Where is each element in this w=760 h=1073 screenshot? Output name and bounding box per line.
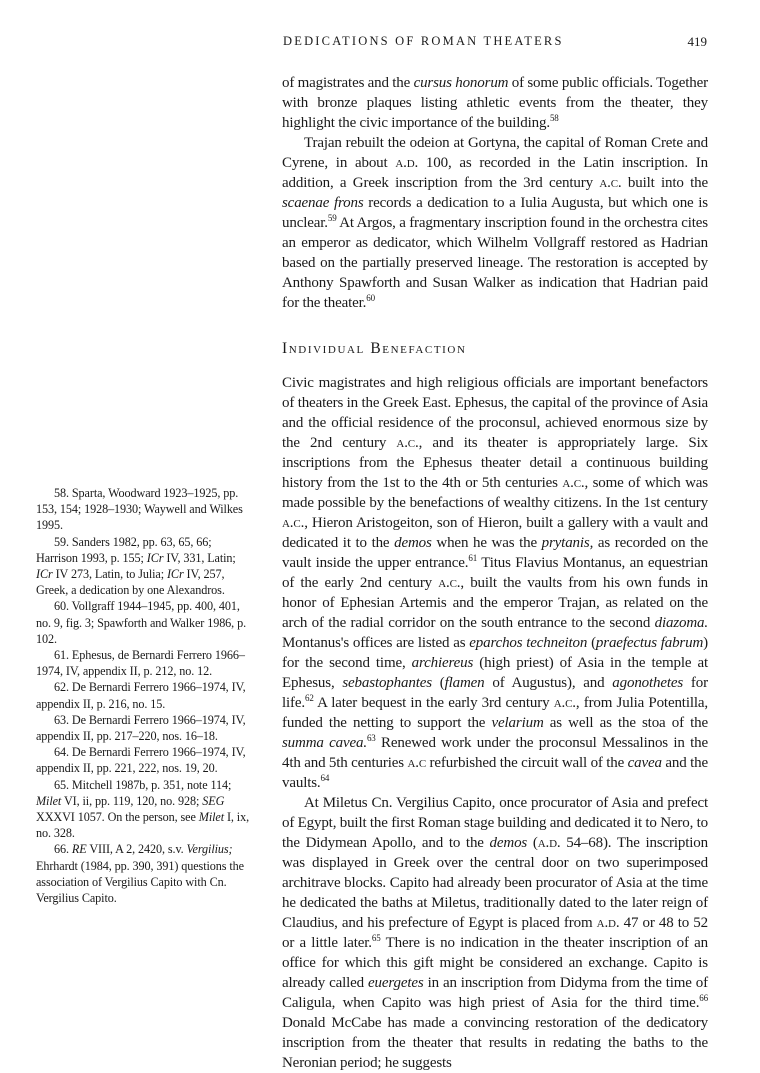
text-run: There is no indication in the theater inscription of an office for which this gift might be considered an exchange. Capito is already called	[282, 935, 708, 991]
text-run: cavea	[627, 755, 662, 771]
text-run: agonothetes	[612, 675, 684, 691]
text-run: in an inscription from Didyma from the time of Caligula, when Capito was high priest of Asia for the third time.	[282, 975, 708, 1011]
text-run: eparchos techneiton	[469, 635, 588, 651]
footnote-reference: 62	[305, 693, 314, 703]
text-run: SEG	[202, 793, 225, 808]
text-run: VIII, A 2, 2420, s.v.	[86, 842, 187, 857]
text-run: 54–68). The inscription was displayed in Greek over the central door on two superimposed architrave blocks. Capito had already been procurator of Asia at the time he dedicated the baths at Miletus, traditionally dated to the later reign of Claudius, and his prefecture of Egypt is placed from	[282, 835, 708, 931]
text-run: , Hieron Aristogeiton, son of Hieron, built a gallery with a vault and dedicated it to the	[282, 515, 708, 551]
text-run: Milet	[198, 810, 224, 825]
text-run: 100, as recorded in the Latin inscription. In addition, a Greek inscription from the 3rd century	[282, 155, 708, 191]
text-run: sebastophantes	[342, 675, 432, 691]
text-run: a.c.	[282, 515, 305, 531]
text-run: (	[527, 835, 538, 851]
body-paragraph	[282, 793, 708, 1073]
footnote-reference: 65	[371, 933, 381, 943]
body-paragraph	[282, 73, 708, 133]
main-text-column	[282, 73, 708, 1073]
footnote	[36, 744, 254, 776]
text-run: a.c.	[396, 435, 419, 451]
body-paragraph	[282, 133, 708, 313]
text-run: for life.	[282, 675, 708, 711]
text-run: 62. De Bernardi Ferrero 1966–1974, IV, appendix II, p. 216, no. 15.	[36, 680, 246, 711]
text-run: Donald McCabe has made a convincing restoration of the dedicatory inscription from the theater that results in redating the baths to the Neronian period; he suggests	[282, 1015, 708, 1071]
text-run: 59. Sanders 1982, pp. 63, 65, 66; Harrison 1993, p. 155;	[36, 534, 212, 565]
text-run: a.c.	[599, 175, 622, 191]
text-run: I, ix, no. 328.	[36, 810, 250, 841]
footnote	[36, 598, 254, 647]
text-run: IV, 257, Greek, a dedication by one Alexandros.	[36, 567, 225, 598]
footnote-list	[36, 485, 254, 906]
text-run: Renewed work under the proconsul Messalinos in the 4th and 5th centuries	[282, 735, 708, 771]
text-run: 61. Ephesus, de Bernardi Ferrero 1966–1974, IV, appendix II, p. 212, no. 12.	[36, 648, 245, 679]
footnote	[36, 841, 254, 906]
text-run: Titus Flavius Montanus, an equestrian of the early 2nd century	[282, 555, 709, 591]
text-run: ICr	[146, 550, 164, 565]
text-run: , from Julia Potentilla, funded the netting to support the	[282, 695, 708, 731]
page-number: 419	[687, 34, 707, 49]
text-run: Vergilius;	[186, 842, 233, 857]
section-paragraphs	[282, 373, 708, 1073]
footnotes-column	[36, 485, 254, 906]
text-run: (	[431, 675, 445, 691]
text-run: IV 273, Latin, to Julia;	[52, 567, 167, 582]
running-title: DEDICATIONS OF ROMAN THEATERS	[283, 34, 564, 48]
text-run: 66.	[54, 842, 72, 857]
text-run: and the vaults.	[282, 755, 708, 791]
text-run: euergetes	[368, 975, 424, 991]
footnote	[36, 485, 254, 534]
text-run: A later bequest in the early 3rd century	[313, 695, 554, 711]
text-run: At Miletus Cn. Vergilius Capito, once procurator of Asia and prefect of Egypt, built the first Roman stage building and dedicated it to Nero, to the Didymean Apollo, and to the	[282, 795, 708, 851]
text-run: flamen	[444, 675, 485, 691]
footnote-reference: 66	[699, 993, 708, 1003]
text-run: records a dedication to a Iulia Augusta, but which one is unclear.	[282, 195, 708, 231]
text-run: 47 or 48 to 52 or a little later.	[282, 915, 708, 951]
text-run: of some public officials. Together with bronze plaques listing athletic events from the theater, they highlight the civic importance of the building.	[282, 75, 708, 131]
footnote-reference: 63	[366, 733, 376, 743]
intro-paragraphs	[282, 73, 708, 313]
text-run: scaenae frons	[282, 195, 364, 211]
text-run: a.d.	[596, 915, 620, 931]
text-run: a.c.	[438, 575, 461, 591]
text-run: built into the	[621, 175, 708, 191]
text-run: a.c.	[562, 475, 585, 491]
footnote	[36, 777, 254, 842]
footnote	[36, 679, 254, 711]
text-run: when he was the	[431, 535, 542, 551]
text-run: , built the vaults from his own funds in honor of Ephesian Artemis and the emperor Trajan, as related on the arch of the radial corridor on the south entrance to the second	[282, 575, 708, 631]
text-run: (high priest) of Asia in the temple at Ephesus,	[282, 655, 708, 691]
text-run: ICr	[166, 567, 184, 582]
text-run: cursus honorum	[413, 75, 509, 91]
footnote	[36, 534, 254, 599]
text-run: Civic magistrates and high religious officials are important benefactors of theaters in the Greek East. Ephesus, the capital of the province of Asia and the official residence of the proconsul, achieved enormous size by the 2nd century	[282, 375, 708, 451]
text-run: , and its theater is appropriately large. Six inscriptions from the Ephesus theater detail a continuous building history from the 1st to the 4th or 5th centuries	[282, 435, 708, 491]
text-run: refurbished the circuit wall of the	[426, 755, 628, 771]
footnote-reference: 60	[366, 293, 375, 303]
text-run: diazoma.	[654, 615, 708, 631]
text-run: velarium	[491, 715, 544, 731]
body-paragraph	[282, 373, 708, 793]
section-heading: Individual Benefaction	[282, 340, 467, 357]
text-run: a.d.	[537, 835, 561, 851]
text-run: IV, 331, Latin;	[163, 550, 236, 565]
text-run: At Argos, a fragmentary inscription found in the orchestra cites an emperor as dedicator, which Wilhelm Vollgraff restored as Hadrian based on the partially preserved lineage. The restoration is accepted by Anthony Spawforth and Susan Walker as indication that Hadrian paid for the theater.	[282, 215, 708, 311]
text-run: of magistrates and the	[282, 75, 414, 91]
text-run: archiereus	[411, 655, 474, 671]
text-run: Ehrhardt (1984, pp. 390, 391) questions the association of Vergilius Capito with Cn. Vergilius Capito.	[36, 858, 244, 906]
text-run: ICr	[36, 567, 53, 582]
text-run: XXXVI 1057. On the person, see	[36, 810, 199, 825]
text-run: a.c	[407, 755, 427, 771]
text-run: a.c.	[553, 695, 576, 711]
footnote	[36, 647, 254, 679]
text-run: summa cavea.	[282, 735, 367, 751]
text-run: as recorded on the vault inside the upper entrance.	[282, 535, 708, 571]
text-run: VI, ii, pp. 119, 120, no. 928;	[61, 793, 203, 808]
footnote-reference: 59	[327, 213, 337, 223]
text-run: (	[587, 635, 596, 651]
text-run: 65. Mitchell 1987b, p. 351, note 114;	[54, 777, 232, 792]
footnote-reference: 58	[549, 113, 559, 123]
text-run: ) for the second time,	[282, 635, 709, 671]
text-run: , some of which was made possible by the benefactions of wealthy citizens. In the 1st century	[282, 475, 708, 511]
text-run: as well as the stoa of the	[543, 715, 708, 731]
text-run: Trajan rebuilt the odeion at Gortyna, the capital of Roman Crete and Cyrene, in about	[282, 135, 708, 171]
text-run: demos	[489, 835, 528, 851]
text-run: Milet	[36, 793, 62, 808]
text-run: 58. Sparta, Woodward 1923–1925, pp. 153, 154; 1928–1930; Waywell and Wilkes 1995.	[36, 486, 243, 533]
footnote-reference: 64	[320, 773, 330, 783]
footnote	[36, 712, 254, 744]
text-run: 60. Vollgraff 1944–1945, pp. 400, 401, no. 9, fig. 3; Spawforth and Walker 1986, p. 102.	[36, 599, 247, 646]
text-run: demos	[394, 535, 432, 551]
running-header	[283, 34, 707, 54]
text-run: a.d.	[395, 155, 419, 171]
text-run: 64. De Bernardi Ferrero 1966–1974, IV, appendix II, pp. 221, 222, nos. 19, 20.	[36, 745, 246, 776]
text-run: Montanus's offices are listed as	[282, 635, 470, 651]
text-run: of Augustus), and	[484, 675, 613, 691]
text-run: praefectus fabrum	[595, 635, 704, 651]
text-run: prytanis,	[541, 535, 594, 551]
text-run: 63. De Bernardi Ferrero 1966–1974, IV, appendix II, pp. 217–220, nos. 16–18.	[36, 712, 246, 744]
text-run: RE	[71, 842, 87, 857]
footnote-reference: 61	[468, 553, 478, 563]
